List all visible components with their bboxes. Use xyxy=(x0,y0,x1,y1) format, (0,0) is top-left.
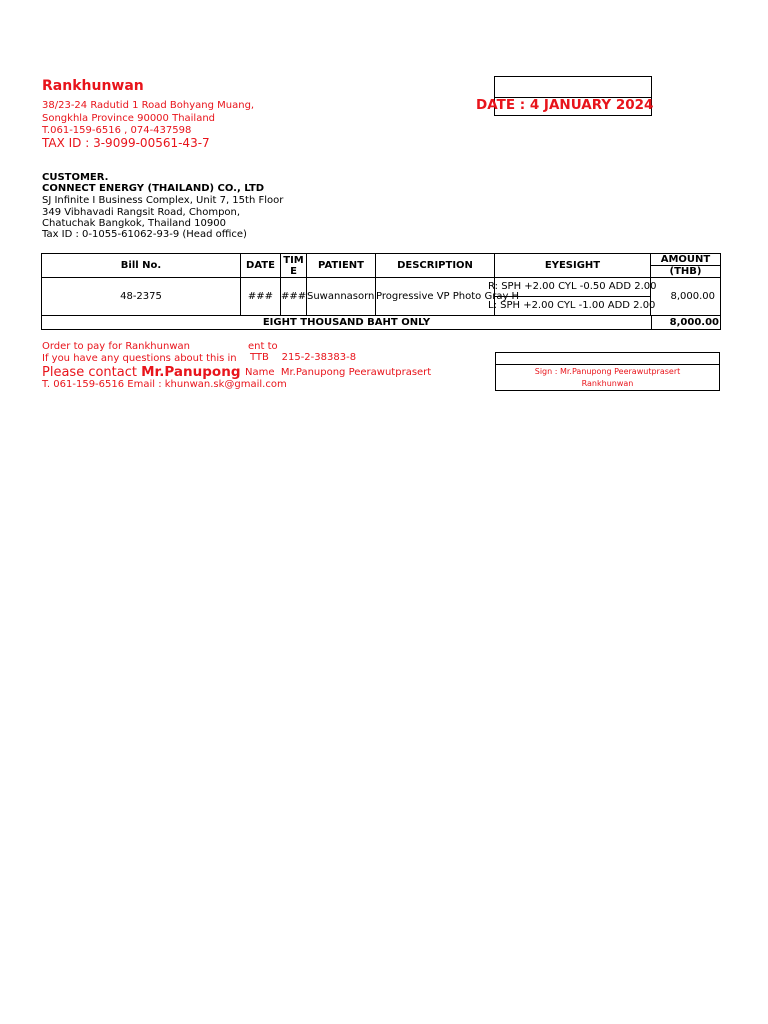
cell-bill-no: 48-2375 xyxy=(42,278,241,316)
customer-address-line3: Chatuchak Bangkok, Thailand 10900 xyxy=(42,218,226,229)
contact-details: T. 061-159-6516 Email : khunwan.sk@gmail.com xyxy=(42,379,287,390)
signature-box-top xyxy=(496,353,719,365)
signature-box xyxy=(495,352,720,391)
header-amount xyxy=(651,254,721,278)
eyesight-left: L: SPH +2.00 CYL -1.00 ADD 2.00 xyxy=(495,296,650,315)
table-header-row xyxy=(42,254,721,278)
customer-name: CONNECT ENERGY (THAILAND) CO., LTD xyxy=(42,183,265,194)
customer-heading: CUSTOMER. xyxy=(42,172,109,183)
contact-prefix: Please contact xyxy=(42,365,142,380)
table-row xyxy=(42,278,721,316)
eyesight-right: R: SPH +2.00 CYL -0.50 ADD 2.00 xyxy=(488,281,657,292)
customer-tax-id: Tax ID : 0-1055-61062-93-9 (Head office) xyxy=(42,229,247,240)
signature-company: Rankhunwan xyxy=(581,379,634,388)
contact-line xyxy=(42,364,240,380)
seller-phone: T.061-159-6516 , 074-437598 xyxy=(42,125,192,136)
total-amount: 8,000.00 xyxy=(651,315,721,330)
total-in-words: EIGHT THOUSAND BAHT ONLY xyxy=(41,315,652,330)
payment-to-fragment: ent to xyxy=(248,341,278,352)
seller-address-line1: 38/23-24 Radutid 1 Road Bohyang Muang, xyxy=(42,100,255,111)
cell-amount: 8,000.00 xyxy=(651,278,721,316)
header-amount-unit: (THB) xyxy=(651,265,720,277)
total-row xyxy=(41,315,720,329)
header-description: DESCRIPTION xyxy=(376,254,495,278)
customer-address-line1: SJ Infinite I Business Complex, Unit 7, 15th Floor xyxy=(42,195,284,206)
header-amount-label: AMOUNT xyxy=(660,254,711,265)
seller-address-line2: Songkhla Province 90000 Thailand xyxy=(42,113,216,124)
payment-name-line: Name Mr.Panupong Peerawutprasert xyxy=(245,367,432,378)
payment-order-line: Order to pay for Rankhunwan xyxy=(42,341,190,352)
header-eyesight: EYESIGHT xyxy=(495,254,651,278)
contact-name: Mr.Panupong xyxy=(141,364,241,380)
payment-bank-line: TTB 215-2-38383-8 xyxy=(250,352,357,363)
cell-time: ### xyxy=(281,278,307,316)
header-date: DATE xyxy=(241,254,281,278)
seller-tax-id: TAX ID : 3-9099-00561-43-7 xyxy=(42,136,210,150)
seller-name: Rankhunwan xyxy=(42,78,144,94)
header-patient: PATIENT xyxy=(307,254,376,278)
items-table xyxy=(41,253,721,316)
customer-address-line2: 349 Vibhavadi Rangsit Road, Chompon, xyxy=(42,207,241,218)
header-time: TIM E xyxy=(281,254,307,278)
invoice-date: DATE : 4 JANUARY 2024 xyxy=(476,97,654,113)
signature-line: Sign : Mr.Panupong Peerawutprasert xyxy=(534,367,681,376)
cell-eyesight xyxy=(488,278,657,316)
cell-date: ### xyxy=(241,278,281,316)
cell-patient: Suwannasorn xyxy=(307,278,376,316)
payment-questions-line: If you have any questions about this in xyxy=(42,353,237,364)
header-bill-no: Bill No. xyxy=(42,254,241,278)
cell-description: Progressive VP Photo Gray H xyxy=(376,278,495,316)
